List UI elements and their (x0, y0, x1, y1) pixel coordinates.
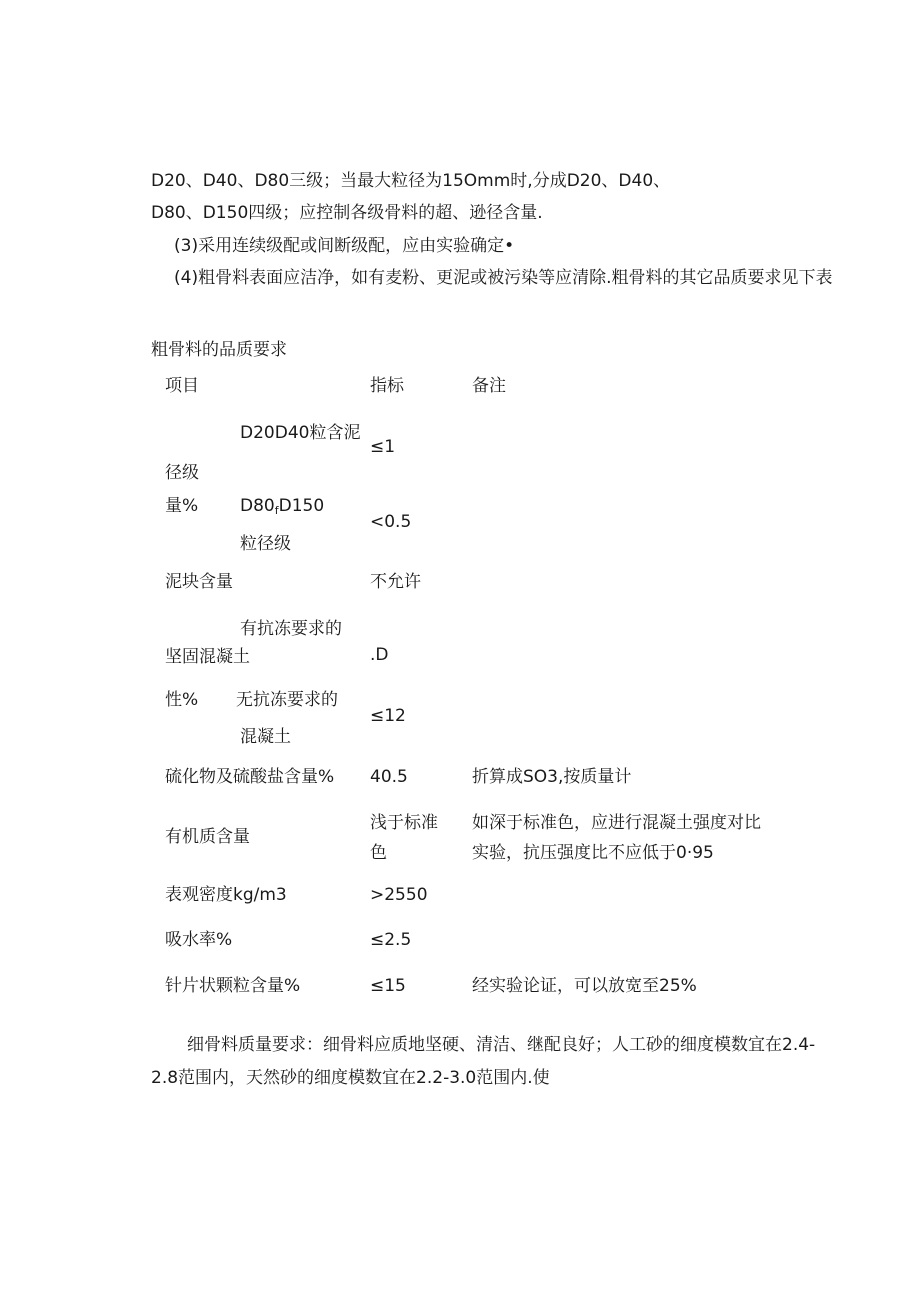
flaky-value: ≤15 (370, 976, 406, 996)
intro-line-1: D20、D40、D80三级；当最大粒径为15Omm时,分成D20、D40、 (151, 171, 671, 191)
organic-note-line-2: 实验，抗压强度比不应低于0·95 (472, 843, 714, 863)
soundness-value-1: .D (370, 645, 389, 665)
header-index: 指标 (370, 376, 404, 396)
mud-sub2-subscript: f (274, 504, 279, 517)
density-value: >2550 (370, 885, 428, 905)
soundness-sub-nofrost-line-2: 混凝土 (240, 727, 291, 747)
table-caption: 粗骨料的品质要求 (151, 340, 287, 360)
fine-aggregate-line-2: 2.8范围内，天然砂的细度模数宜在2.2-3.0范围内.使 (151, 1068, 550, 1088)
soundness-sub-nofrost: 无抗冻要求的 (236, 690, 338, 710)
header-item: 项目 (165, 376, 199, 396)
soundness-sub-frost: 有抗冻要求的 (240, 619, 342, 639)
sulfide-note: 折算成SO3,按质量计 (472, 767, 632, 787)
mud-sub2-part-a: D80 (240, 496, 275, 516)
organic-label: 有机质含量 (165, 827, 250, 847)
mud-group-label-1: 径级 (165, 463, 199, 483)
fine-aggregate-line-1: 细骨料质量要求：细骨料应质地坚硬、清洁、继配良好；人工砂的细度模数宜在2.4- (187, 1035, 816, 1055)
mud-value-1: ≤1 (370, 437, 396, 457)
header-note: 备注 (472, 376, 506, 396)
organic-note-line-1: 如深于标准色，应进行混凝土强度对比 (472, 813, 761, 833)
organic-value-line-2: 色 (370, 843, 387, 863)
sulfide-label: 硫化物及硫酸盐含量% (165, 767, 335, 787)
mud-sub2-part-b: D150 (278, 496, 325, 516)
soundness-group-label-1: 坚固混凝土 (165, 647, 250, 667)
soundness-value-2: ≤12 (370, 706, 406, 726)
density-label: 表观密度kg/m3 (165, 885, 287, 905)
clay-lump-label: 泥块含量 (165, 572, 233, 592)
sulfide-value: 40.5 (370, 767, 408, 787)
absorption-label: 吸水率% (165, 930, 233, 950)
organic-value-line-1: 浅于标准 (370, 813, 438, 833)
mud-sub-d80-d150 (240, 496, 324, 517)
intro-line-2: D80、D150四级；应控制各级骨料的超、逊径含量. (151, 203, 543, 223)
mud-sub-d20-d40: D20D40粒含泥 (240, 423, 361, 443)
requirement-item-4: (4)粗骨料表面应洁净，如有麦粉、更泥或被污染等应清除.粗骨料的其它品质要求见下表 (174, 268, 833, 288)
requirement-item-3: (3)采用连续级配或间断级配，应由实验确定• (174, 236, 515, 256)
soundness-group-label-2: 性% (165, 690, 199, 710)
absorption-value: ≤2.5 (370, 930, 412, 950)
flaky-note: 经实验论证，可以放宽至25% (472, 976, 697, 996)
mud-group-label-2: 量% (165, 496, 199, 516)
mud-value-2: <0.5 (370, 512, 412, 532)
mud-sub2-line-2: 粒径级 (240, 534, 291, 554)
flaky-label: 针片状颗粒含量% (165, 976, 301, 996)
clay-lump-value: 不允许 (370, 572, 421, 592)
